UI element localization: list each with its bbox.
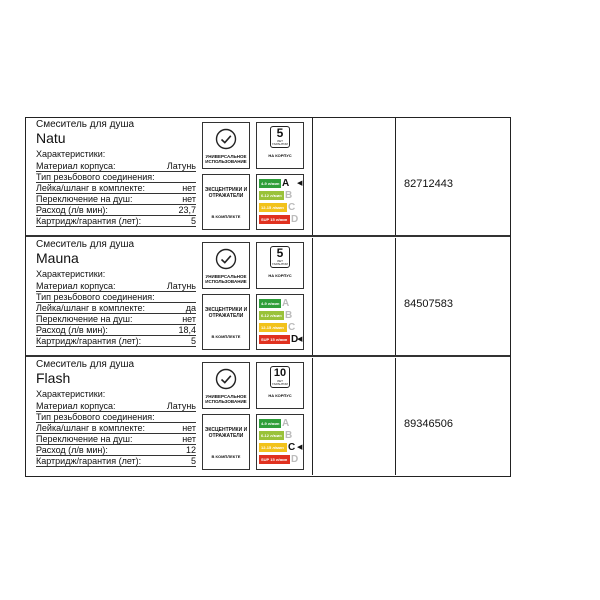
spec-value: 18,4 — [178, 325, 196, 335]
blank-cell — [312, 358, 396, 475]
energy-class-bar: SUP 15 л/мин — [259, 335, 290, 344]
characteristics-heading: Характеристики: — [36, 149, 106, 159]
spec-label: Переключение на душ: — [36, 314, 133, 324]
in-set-label: В КОМПЛЕКТЕ — [211, 334, 241, 339]
spec-value: 5 — [190, 456, 196, 466]
on-body-label: НА КОРПУС — [268, 273, 292, 278]
years-guarantee-label: ЛЕТ ГАРАНТИИ — [272, 259, 288, 266]
energy-class-bar: 4-9 л/мин — [261, 181, 280, 186]
product-code: 82712443 — [404, 178, 453, 190]
spec-value: 5 — [190, 216, 196, 226]
spec-label: Расход (л/в мин): — [36, 445, 108, 455]
badges — [198, 118, 310, 235]
energy-class-letter: D — [291, 334, 299, 345]
spec-label: Картридж/гарантия (лет): — [36, 216, 142, 226]
product-code: 84507583 — [404, 298, 453, 310]
checkmark-icon — [215, 128, 237, 150]
product-type: Смеситель для душа — [36, 119, 135, 130]
product-info — [26, 238, 198, 355]
spec-value: Латунь — [166, 401, 196, 411]
energy-class-letter: D — [291, 214, 299, 225]
spec-warranty — [36, 335, 196, 347]
energy-class-bar: 6-12 л/мин — [259, 191, 284, 200]
product-name: Flash — [36, 370, 71, 386]
energy-class-badge — [256, 414, 304, 470]
spec-label: Переключение на душ: — [36, 434, 133, 444]
characteristics-heading: Характеристики: — [36, 389, 106, 399]
energy-class-letter: B — [285, 430, 293, 441]
active-class-arrow-icon: ◀ — [297, 336, 303, 343]
in-set-label: В КОМПЛЕКТЕ — [211, 214, 241, 219]
product-info — [26, 358, 198, 475]
blank-cell — [312, 118, 396, 235]
product-row — [26, 358, 510, 475]
years-guarantee-label: ЛЕТ ГАРАНТИИ — [272, 379, 288, 386]
universal-use-badge — [202, 362, 250, 409]
energy-class-letter: C — [288, 322, 296, 333]
energy-class-letter: B — [285, 310, 293, 321]
energy-class-letter: A — [282, 418, 290, 429]
code-cell — [396, 238, 510, 355]
energy-class-bar: SUP 15 л/мин — [259, 215, 290, 224]
energy-class-letter: A — [282, 178, 290, 189]
spec-label: Переключение на душ: — [36, 194, 133, 204]
spec-label: Картридж/гарантия (лет): — [36, 456, 142, 466]
energy-class-letter: C — [288, 202, 296, 213]
on-body-label: НА КОРПУС — [268, 153, 292, 158]
spec-label: Материал корпуса: — [36, 401, 116, 411]
warranty-badge — [256, 122, 304, 169]
eccentrics-badge — [202, 174, 250, 230]
spec-label: Материал корпуса: — [36, 281, 116, 291]
energy-class-letter: C — [288, 442, 296, 453]
spec-label: Лейка/шланг в комплекте: — [36, 423, 146, 433]
spec-value: нет — [182, 434, 196, 444]
energy-class-badge — [256, 294, 304, 350]
product-name: Natu — [36, 130, 66, 146]
spec-value: нет — [182, 194, 196, 204]
eccentrics-badge — [202, 294, 250, 350]
spec-value: да — [185, 303, 196, 313]
active-class-arrow-icon: ◀ — [297, 444, 303, 451]
on-body-label: НА КОРПУС — [268, 393, 292, 398]
energy-class-letter: B — [285, 190, 293, 201]
product-info — [26, 118, 198, 235]
warranty-years-box — [270, 246, 290, 268]
spec-label: Материал корпуса: — [36, 161, 116, 171]
spec-value: 12 — [185, 445, 196, 455]
active-class-arrow-icon: ◀ — [297, 180, 303, 187]
product-type: Смеситель для душа — [36, 359, 135, 370]
spec-value: 23,7 — [178, 205, 196, 215]
universal-use-badge — [202, 122, 250, 169]
product-code: 89346506 — [404, 418, 453, 430]
eccentrics-label: ЭКСЦЕНТРИКИ И ОТРАЖАТЕЛИ — [204, 187, 248, 199]
spec-label: Картридж/гарантия (лет): — [36, 336, 142, 346]
spec-label: Лейка/шланг в комплекте: — [36, 303, 146, 313]
product-row — [26, 238, 510, 355]
code-cell — [396, 118, 510, 235]
spec-value: Латунь — [166, 161, 196, 171]
spec-label: Лейка/шланг в комплекте: — [36, 183, 146, 193]
universal-use-label: УНИВЕРСАЛЬНОЕ ИСПОЛЬЗОВАНИЕ — [205, 394, 247, 404]
warranty-badge — [256, 362, 304, 409]
spec-value: нет — [182, 183, 196, 193]
warranty-years: 10 — [273, 367, 287, 379]
product-row — [26, 118, 510, 235]
badges — [198, 358, 310, 475]
spec-value: Латунь — [166, 281, 196, 291]
eccentrics-badge — [202, 414, 250, 470]
universal-use-label: УНИВЕРСАЛЬНОЕ ИСПОЛЬЗОВАНИЕ — [205, 274, 247, 284]
product-type: Смеситель для душа — [36, 239, 135, 250]
checkmark-icon — [215, 248, 237, 270]
energy-class-bar: 12-15 л/мин — [259, 443, 287, 452]
spec-value: 5 — [190, 336, 196, 346]
spec-value: нет — [182, 423, 196, 433]
universal-use-label: УНИВЕРСАЛЬНОЕ ИСПОЛЬЗОВАНИЕ — [205, 154, 247, 164]
energy-class-bar: SUP 15 л/мин — [259, 455, 290, 464]
spec-warranty — [36, 215, 196, 227]
product-name: Mauna — [36, 250, 79, 266]
years-guarantee-label: ЛЕТ ГАРАНТИИ — [272, 139, 288, 146]
energy-class-bar: 12-15 л/мин — [259, 203, 287, 212]
eccentrics-label: ЭКСЦЕНТРИКИ И ОТРАЖАТЕЛИ — [204, 307, 248, 319]
warranty-badge — [256, 242, 304, 289]
warranty-years: 5 — [276, 246, 284, 260]
energy-class-bar: 4-9 л/мин — [261, 301, 280, 306]
warranty-years: 5 — [276, 126, 284, 140]
energy-class-bar: 6-12 л/мин — [259, 431, 284, 440]
warranty-years-box — [270, 366, 290, 388]
price-tag-sheet — [25, 117, 511, 477]
characteristics-heading: Характеристики: — [36, 269, 106, 279]
energy-class-bar: 12-15 л/мин — [259, 323, 287, 332]
checkmark-icon — [215, 368, 237, 390]
row-divider — [26, 235, 510, 237]
spec-label: Расход (л/в мин): — [36, 205, 108, 215]
energy-class-letter: A — [282, 298, 290, 309]
spec-warranty — [36, 455, 196, 467]
warranty-years-box — [270, 126, 290, 148]
energy-class-letter: D — [291, 454, 299, 465]
spec-label: Тип резьбового соединения: — [36, 412, 155, 422]
spec-label: Тип резьбового соединения: — [36, 172, 155, 182]
universal-use-badge — [202, 242, 250, 289]
eccentrics-label: ЭКСЦЕНТРИКИ И ОТРАЖАТЕЛИ — [204, 427, 248, 439]
blank-cell — [312, 238, 396, 355]
in-set-label: В КОМПЛЕКТЕ — [211, 454, 241, 459]
spec-label: Расход (л/в мин): — [36, 325, 108, 335]
energy-class-badge — [256, 174, 304, 230]
energy-class-bar: 6-12 л/мин — [259, 311, 284, 320]
spec-label: Тип резьбового соединения: — [36, 292, 155, 302]
spec-value: нет — [182, 314, 196, 324]
badges — [198, 238, 310, 355]
row-divider — [26, 355, 510, 357]
code-cell — [396, 358, 510, 475]
energy-class-bar: 4-9 л/мин — [261, 421, 280, 426]
